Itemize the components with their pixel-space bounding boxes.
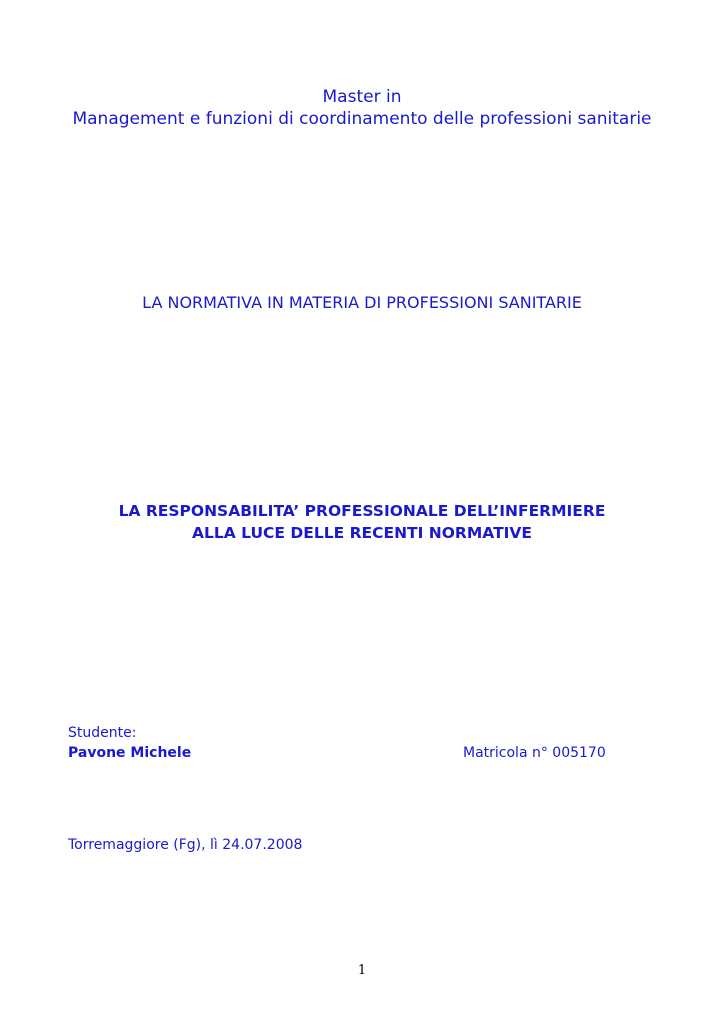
course-title: LA NORMATIVA IN MATERIA DI PROFESSIONI SANITARIE	[142, 293, 582, 312]
page-number: 1	[357, 963, 367, 978]
master-title: Master in	[322, 87, 402, 107]
place-and-date: Torremaggiore (Fg), lì 24.07.2008	[68, 837, 303, 853]
matricola-number: Matricola n° 005170	[463, 745, 606, 761]
student-name: Pavone Michele	[68, 745, 192, 761]
thesis-title-line-2: ALLA LUCE DELLE RECENTI NORMATIVE	[191, 524, 533, 542]
master-subtitle: Management e funzioni di coordinamento delle professioni sanitarie	[72, 109, 652, 129]
student-label: Studente:	[68, 725, 137, 741]
thesis-title-line-1: LA RESPONSABILITA’ PROFESSIONALE DELL’INFERMIERE	[118, 502, 606, 520]
